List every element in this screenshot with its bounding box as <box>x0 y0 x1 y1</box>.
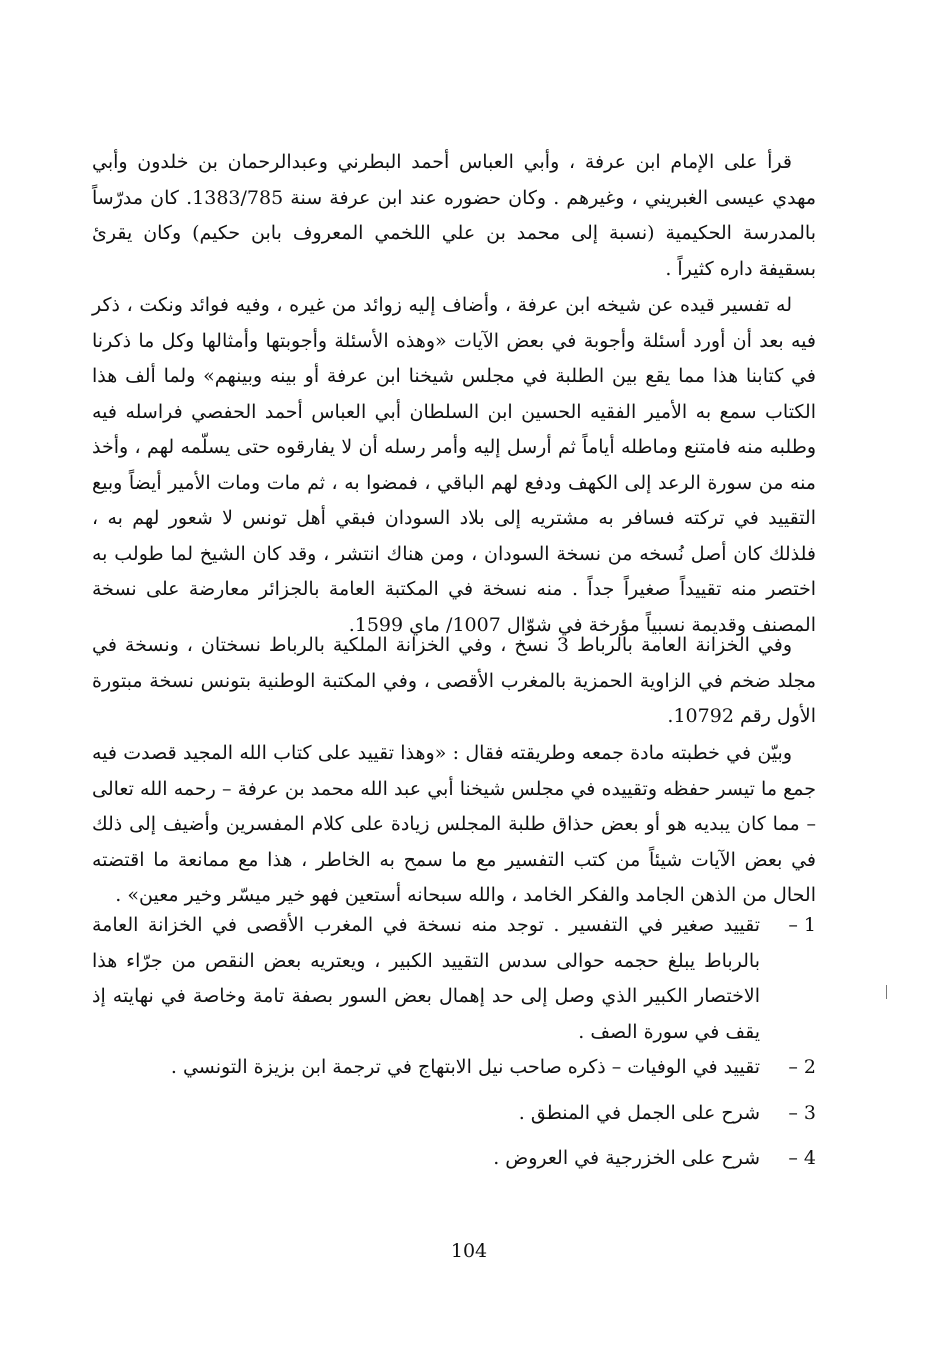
works-list-item-3 <box>92 1096 816 1132</box>
works-list-item-4 <box>92 1141 816 1177</box>
list-item-number: 1 – <box>788 914 816 936</box>
works-list-item-2 <box>92 1050 816 1086</box>
list-item-number: 3 – <box>788 1102 816 1124</box>
paragraph-biography: قرأ على الإمام ابن عرفة ، وأبي العباس أحمد البطرني وعبدالرحمان بن خلدون وأبي مهدي عيسى الغبريني ، وغيرهم . وكان حضوره عند ابن عرفة سنة 1383/785. كان مدرّساً بالمدرسة الحكيمية (نسبة إلى محمد بن علي اللخمي المعروف بابن حكيم) وكان يقرئ بسقيفة داره كثيراً . <box>92 151 817 280</box>
paragraph-tafsir-description: له تفسير قيده عن شيخه ابن عرفة ، وأضاف إليه زوائد من غيره ، وفيه فوائد ونكت ، ذكر فيه بعد أن أورد أسئلة وأجوبة في بعض الآيات «وهذه الأسئلة وأجوبتها وأمثالها وكل ما ذكرنا في كتابنا هذا مما يقع بين الطلبة في مجلس شيخنا ابن عرفة أو بينه وبينهم» ولما ألف هذا الكتاب سمع به الأمير الفقيه الحسين ابن السلطان أبي العباس أحمد الحفصي فراسله فيه وطلبه منه فامتنع وماطله أياماً ثم أرسل إليه وأمر رسله أن لا يفارقوه حتى يسلّمه لهم ، وأخذ منه من سورة الرعد إلى الكهف ودفع لهم الباقي ، فمضوا به ، ثم مات ومات الأمير أيضاً وبيع التقييد في تركته فسافر به مشتريه إلى بلاد السودان فبقي أهل تونس لا شعور لهم به ، فلذلك كان أصل نُسخه من نسخة السودان ، ومن هناك انتشر ، وقد كان الشيخ لما طولب به اختصر منه تقييداً صغيراً جداً . منه نسخة في المكتبة العامة بالجزائر معارضة على نسخة المصنف وقديمة نسبياً مؤرخة في شوّال 1007/ ماي 1599. <box>92 294 816 636</box>
list-item-text: شرح على الجمل في المنطق . <box>518 1102 760 1124</box>
list-item-text: تقييد صغير في التفسير . توجد منه نسخة في المغرب الأقصى في الخزانة العامة بالرباط يبلغ حجمه حوالى سدس التقييد الكبير ، ويعتريه بعض النقص من جرّاء هذا الاختصار الكبير الذي وصل إلى حد إهمال بعض السور بصفة تامة وخاصة في نهايته إذ يقف في سورة الصف . <box>92 914 760 1043</box>
list-item-text: تقييد في الوفيات – ذكره صاحب نيل الابتهاج في ترجمة ابن بزيزة التونسي . <box>170 1056 760 1078</box>
list-item-number: 2 – <box>788 1056 816 1078</box>
paragraph-introduction-quote: وبيّن في خطبته مادة جمعه وطريقته فقال : «وهذا تقييد على كتاب الله المجيد قصدت فيه جمع ما تيسر حفظه وتقييده في مجلس شيخنا أبي عبد الله محمد بن عرفة – رحمه الله تعالى – مما كان يبديه هو أو بعض حذاق طلبة المجلس زيادة على كلام المفسرين وأضيف إلى ذلك في بعض الآيات شيئاً من كتب التفسير مع ما سمح به الخاطر ، هذا مع ممانعة ما اقتضته الحال من الذهن الجامد والفكر الخامد ، والله سبحانه أستعين فهو خير ميسّر وخير معين» . <box>92 742 816 906</box>
list-item-text: شرح على الخزرجية في العروض . <box>493 1147 760 1169</box>
list-item-number: 4 – <box>788 1147 816 1169</box>
margin-mark <box>886 985 887 999</box>
paragraph-manuscript-copies: وفي الخزانة العامة بالرباط 3 نسخ ، وفي الخزانة الملكية بالرباط نسختان ، ونسخة في مجلد ضخم في الزاوية الحمزية بالمغرب الأقصى ، وفي المكتبة الوطنية بتونس نسخة مبتورة الأول رقم 10792. <box>92 634 816 727</box>
page-number: 104 <box>450 1240 488 1262</box>
works-list-item-1 <box>92 908 816 1050</box>
